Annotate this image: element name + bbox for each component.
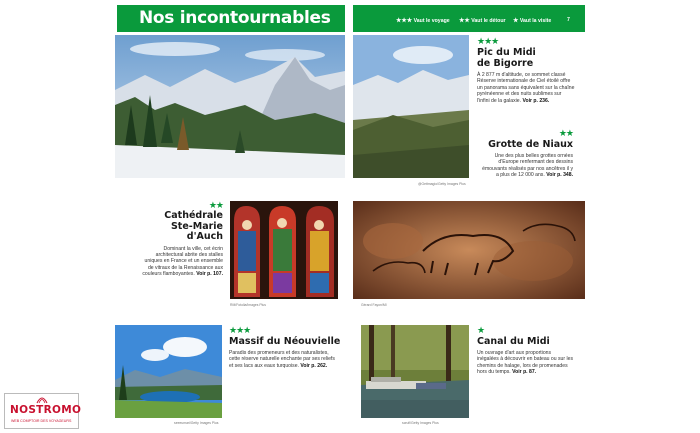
canal-du-midi-photo bbox=[361, 325, 469, 418]
rating-stars: ★★ bbox=[558, 128, 573, 138]
pyrenees-mountain-photo bbox=[115, 35, 345, 178]
photo-credit: seeeumari/Getty Images Plus bbox=[174, 421, 219, 425]
legend-item-2-stars: ★★ Vaut le détour bbox=[459, 18, 506, 24]
section-title-bar bbox=[117, 5, 345, 32]
page-reference: Voir p. 262. bbox=[300, 362, 328, 369]
nostromo-logo bbox=[4, 393, 82, 429]
logo-tagline: WEB COMPTOIR DES VOYAGEURS bbox=[11, 419, 72, 423]
globe-icon bbox=[36, 395, 48, 404]
logo-name: NOSTROMO bbox=[10, 404, 82, 416]
page-reference: Voir p. 87. bbox=[512, 369, 537, 376]
entry-title: Grotte de Niaux bbox=[488, 139, 573, 150]
entry-cathedrale bbox=[140, 200, 223, 278]
photo-credit: RM/Fotolia/Images Plus bbox=[230, 303, 266, 307]
entry-description: Un ouvrage d'art aux proportions inégalées à découvrir en bateau ou sur les chemins de halage, lors de promenades hors du temps. bbox=[477, 350, 573, 376]
neouvielle-lake-photo bbox=[115, 325, 222, 418]
page-reference: Voir p. 236. bbox=[522, 97, 550, 104]
legend-item-3-stars: ★★★ Vaut le voyage bbox=[396, 18, 450, 24]
stained-glass-photo bbox=[230, 201, 338, 299]
entry-title: Massif du Néouvielle bbox=[229, 336, 341, 347]
page-number: 7 bbox=[567, 17, 570, 23]
photo-credit: scrufi/Getty Images Plus bbox=[402, 421, 439, 425]
page-reference: Voir p. 348. bbox=[546, 172, 573, 179]
rating-stars: ★★★ bbox=[477, 36, 499, 46]
entry-description: À 2 877 m d'altitude, ce sommet classé Réserve internationale de Ciel étoilé offre un panorama sans équivalent sur la chaîne pyrénéenne et des nuits sublimes sur l'infini de la galaxie. bbox=[477, 72, 575, 104]
photo-credit: Gérard Fayon/MI bbox=[361, 303, 387, 307]
entry-title: Pic du Midi bbox=[477, 47, 536, 58]
entry-title: de Bigorre bbox=[477, 57, 534, 69]
entry-neouvielle bbox=[229, 325, 341, 369]
page-reference: Voir p. 107. bbox=[196, 271, 223, 278]
section-title: Nos incontournables bbox=[139, 8, 331, 28]
entry-description: Dominant la ville, cet écrin architectural abrite des stalles uniques en France et un ensemble de vitraux de la Renaissance aux couleurs flamboyantes. bbox=[142, 245, 223, 278]
cave-painting-photo bbox=[353, 201, 585, 299]
entry-title: Cathédrale bbox=[164, 210, 223, 221]
pic-du-midi-photo bbox=[353, 35, 469, 178]
rating-stars: ★★★ bbox=[229, 325, 251, 335]
rating-legend-bar bbox=[353, 5, 585, 32]
photo-credit: @Gettmagio/Getty Images Plus bbox=[418, 182, 466, 186]
entry-grotte-de-niaux bbox=[478, 128, 573, 179]
entry-pic-du-midi bbox=[477, 36, 587, 104]
entry-description: Paradis des promeneurs et des naturalistes, cette réserve naturelle enchante par ses reliefs et ses lacs aux eaux turquoise. bbox=[229, 350, 335, 369]
rating-stars: ★ bbox=[477, 325, 485, 335]
entry-description: Une des plus belles grottes ornées d'Europe renfermant des dessins émouvants réalisés par nos ancêtres il y a plus de 12 000 ans. bbox=[482, 153, 573, 179]
entry-title: Ste-Marie d'Auch bbox=[170, 220, 223, 242]
entry-canal-du-midi bbox=[477, 325, 583, 376]
entry-title: Canal du Midi bbox=[477, 336, 550, 347]
rating-stars: ★★ bbox=[208, 200, 223, 210]
legend-item-1-star: ★ Vaut la visite bbox=[513, 18, 552, 24]
